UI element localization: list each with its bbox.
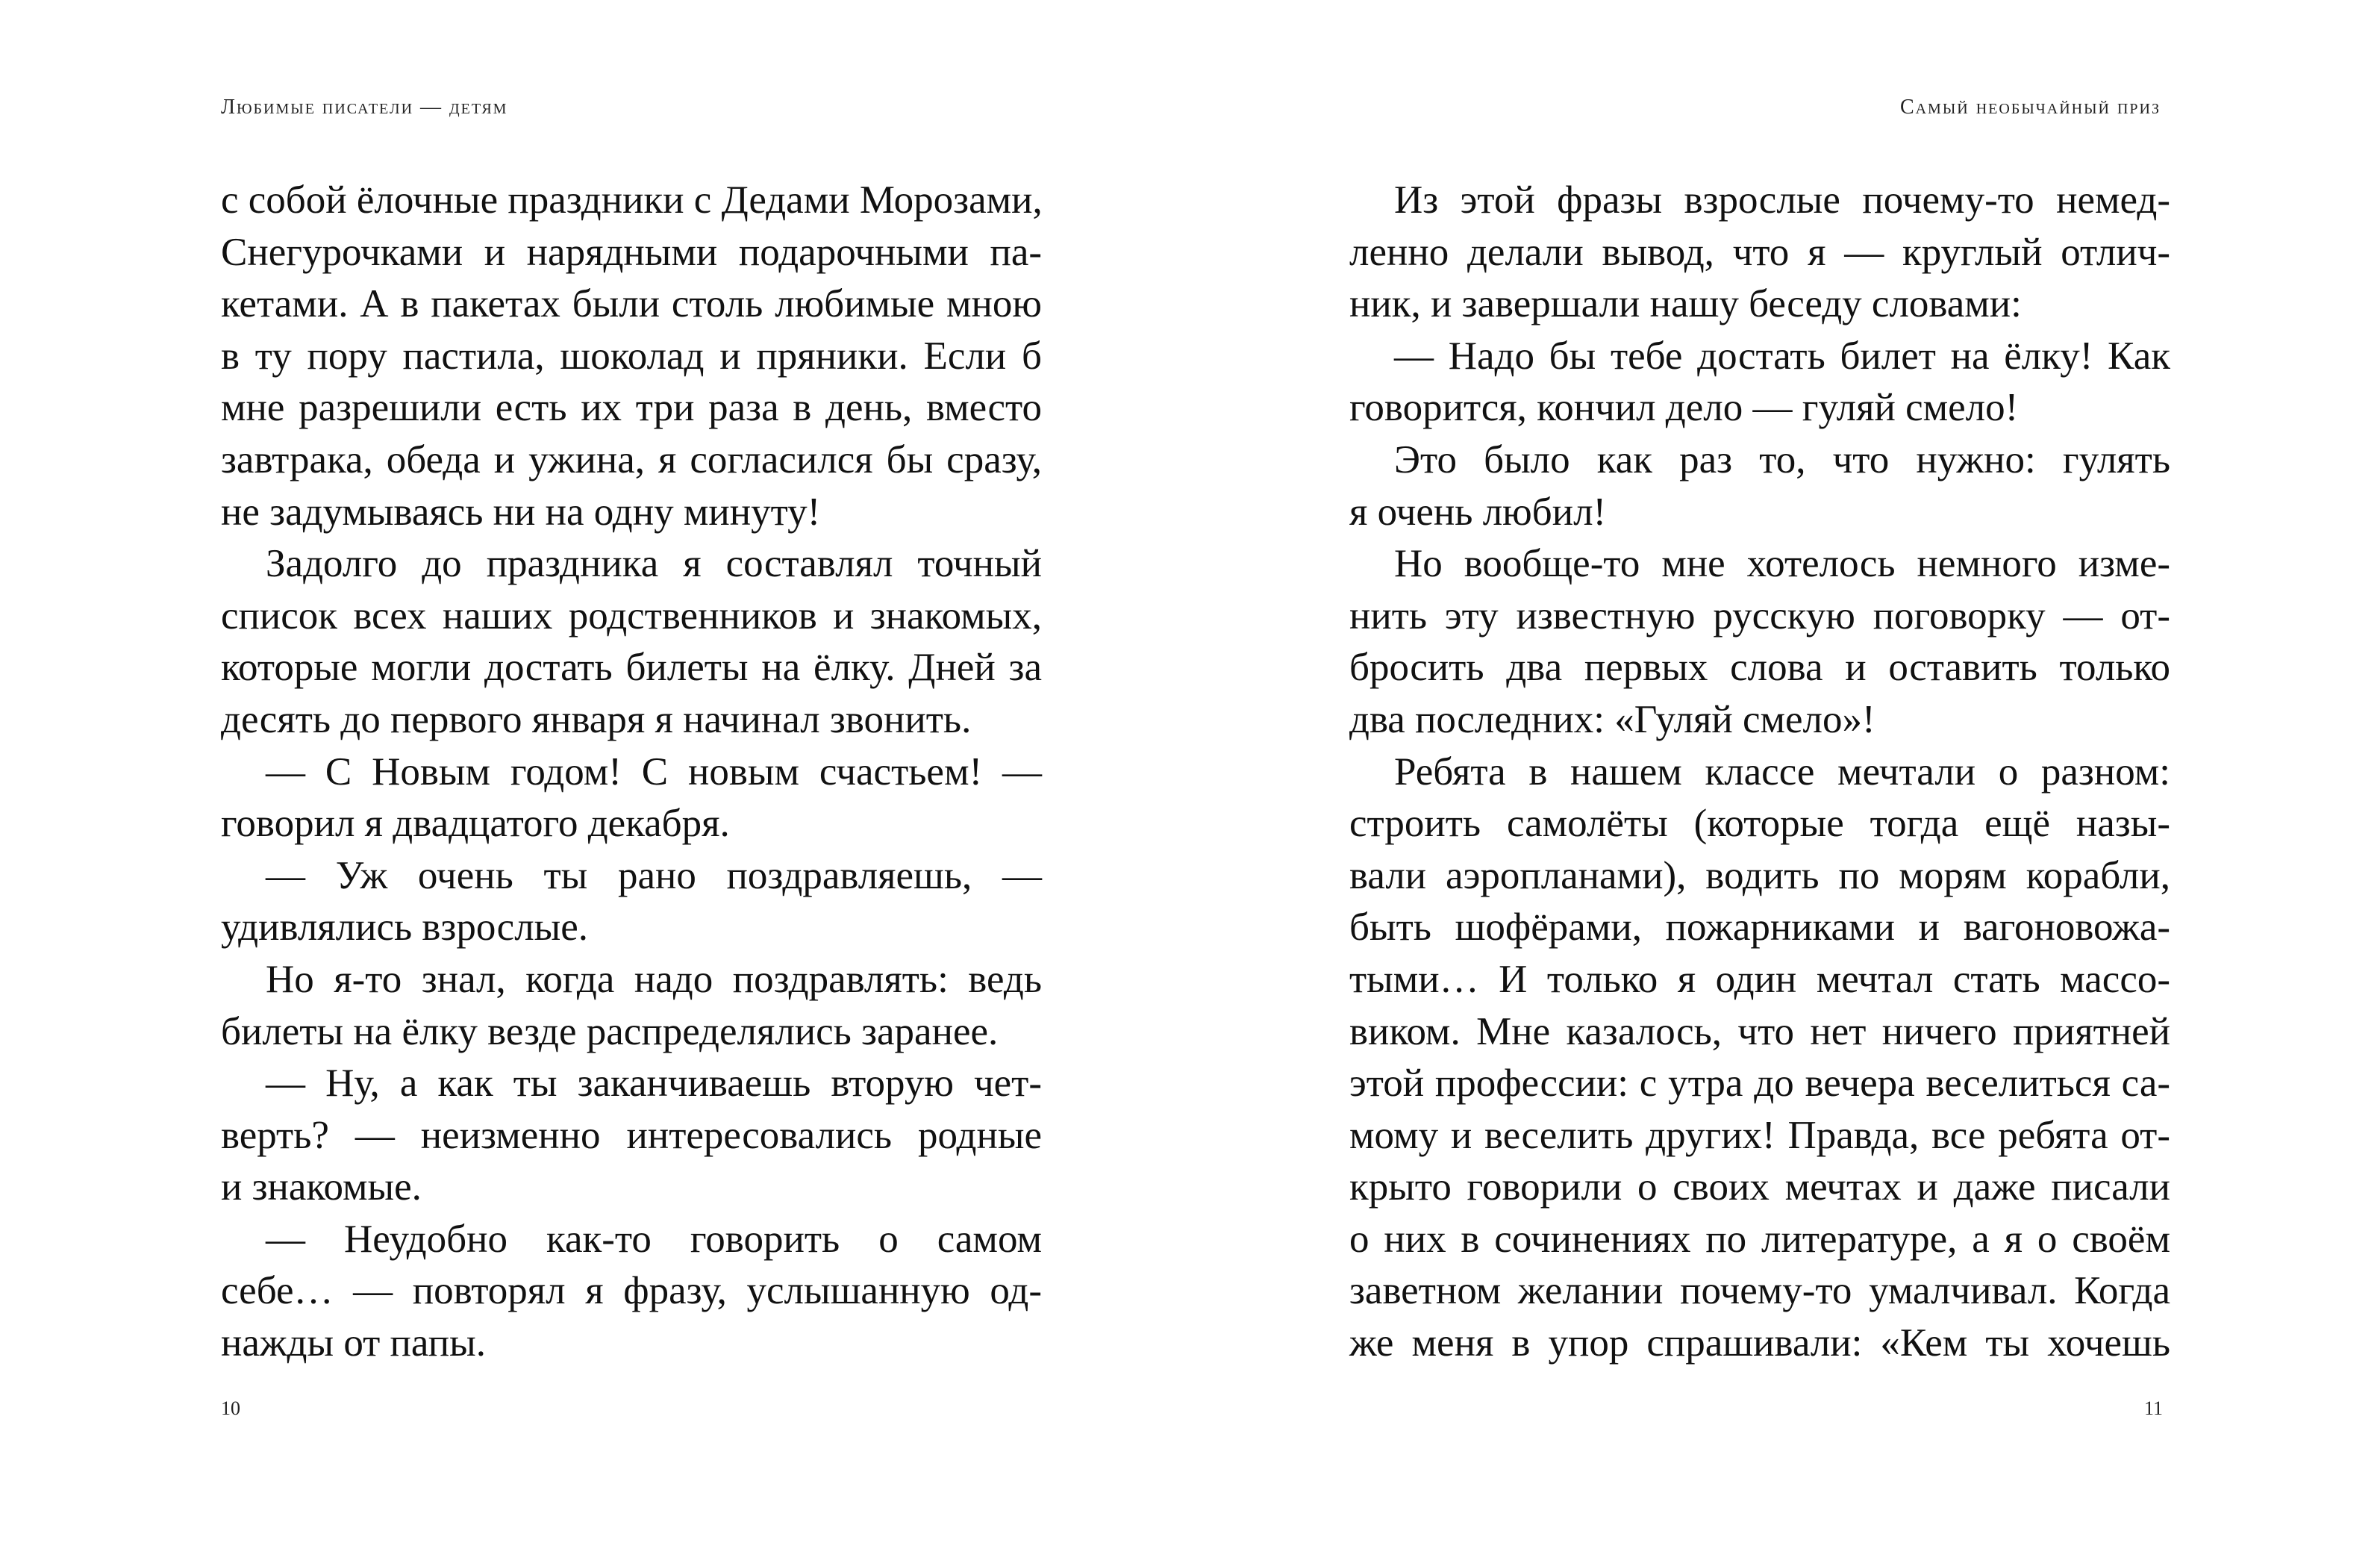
- text-line: не задумываясь ни на одну минуту!: [221, 490, 821, 534]
- text-line: список всех наших родственников и знакомых,: [221, 593, 1042, 638]
- text-line: мне разрешили есть их три раза в день, вместо: [221, 386, 1042, 430]
- text-line: тыми… И только я один мечтал стать массо-: [1349, 957, 2170, 1001]
- text-line: нить эту известную русскую поговорку — от-: [1349, 593, 2170, 638]
- text-line: вали аэропланами), водить по морям корабли,: [1349, 853, 2170, 897]
- text-line: десять до первого января я начинал звонить.: [221, 697, 972, 741]
- text-line: бросить два первых слова и оставить только: [1349, 646, 2170, 690]
- text-line: с собой ёлочные праздники с Дедами Морозами,: [221, 178, 1043, 222]
- page-number-left: 10: [221, 1397, 240, 1419]
- text-line: строить самолёты (которые тогда ещё назы-: [1349, 802, 2170, 846]
- text-line: и знакомые.: [221, 1165, 422, 1209]
- text-line: два последних: «Гуляй смело»!: [1349, 697, 1875, 741]
- text-line: ник, и завершали нашу беседу словами:: [1349, 282, 2022, 326]
- text-line: — Неудобно как-то говорить о самом: [266, 1217, 1042, 1261]
- text-line: Но вообще-то мне хотелось немного изме-: [1394, 542, 2170, 586]
- text-line: в ту пору пастила, шоколад и пряники. Если б: [221, 334, 1042, 378]
- text-line: Из этой фразы взрослые почему-то немед-: [1394, 178, 2170, 222]
- text-line: кетами. А в пакетах были столь любимые мною: [221, 282, 1042, 326]
- text-line: Это было как раз то, что нужно: гулять: [1394, 437, 2170, 481]
- text-line: которые могли достать билеты на ёлку. Дней за: [221, 646, 1042, 690]
- text-line: говорится, кончил дело — гуляй смело!: [1349, 386, 2019, 430]
- text-line: виком. Мне казалось, что нет ничего приятней: [1349, 1009, 2170, 1053]
- text-line: ленно делали вывод, что я — круглый отлич-: [1349, 230, 2170, 274]
- body-text-right: [1349, 175, 2170, 1370]
- text-line: — Ну, а как ты заканчиваешь вторую чет-: [266, 1062, 1042, 1106]
- text-line: верть? — неизменно интересовались родные: [221, 1113, 1042, 1157]
- running-head-right: Самый необычайный приз: [1899, 96, 2161, 119]
- right-page: [1190, 0, 2380, 1543]
- text-line: же меня в упор спрашивали: «Кем ты хочешь: [1349, 1321, 2170, 1365]
- text-line: мому и веселить других! Правда, все ребята от-: [1349, 1113, 2170, 1157]
- text-line: билеты на ёлку везде распределялись заранее.: [221, 1009, 999, 1053]
- text-line: Но я-то знал, когда надо поздравлять: ведь: [266, 957, 1042, 1001]
- text-line: быть шофёрами, пожарниками и вагоновожа-: [1349, 905, 2170, 950]
- text-line: нажды от папы.: [221, 1321, 486, 1365]
- page-number-right: 11: [2143, 1397, 2163, 1419]
- text-line: заветном желании почему-то умалчивал. Когда: [1349, 1269, 2170, 1313]
- text-line: этой профессии: с утра до вечера веселиться са-: [1349, 1062, 2170, 1106]
- running-head-left: Любимые писатели — детям: [221, 96, 508, 119]
- text-line: — Надо бы тебе достать билет на ёлку! Как: [1394, 334, 2170, 378]
- text-line: Задолго до праздника я составлял точный: [266, 542, 1042, 586]
- text-line: говорил я двадцатого декабря.: [221, 802, 730, 846]
- text-line: Снегурочками и нарядными подарочными па-: [221, 230, 1042, 274]
- text-line: о них в сочинениях по литературе, а я о своём: [1349, 1217, 2170, 1261]
- text-line: — Уж очень ты рано поздравляешь, —: [266, 853, 1042, 897]
- text-line: удивлялись взрослые.: [221, 905, 589, 950]
- text-line: — С Новым годом! С новым счастьем! —: [266, 749, 1042, 794]
- body-text-left: [221, 175, 1042, 1370]
- text-line: завтрака, обеда и ужина, я согласился бы сразу,: [221, 437, 1042, 481]
- text-line: Ребята в нашем классе мечтали о разном:: [1394, 749, 2170, 794]
- text-line: крыто говорили о своих мечтах и даже писали: [1349, 1165, 2170, 1209]
- text-line: я очень любил!: [1349, 490, 1607, 534]
- text-line: себе… — повторял я фразу, услышанную од-: [221, 1269, 1042, 1313]
